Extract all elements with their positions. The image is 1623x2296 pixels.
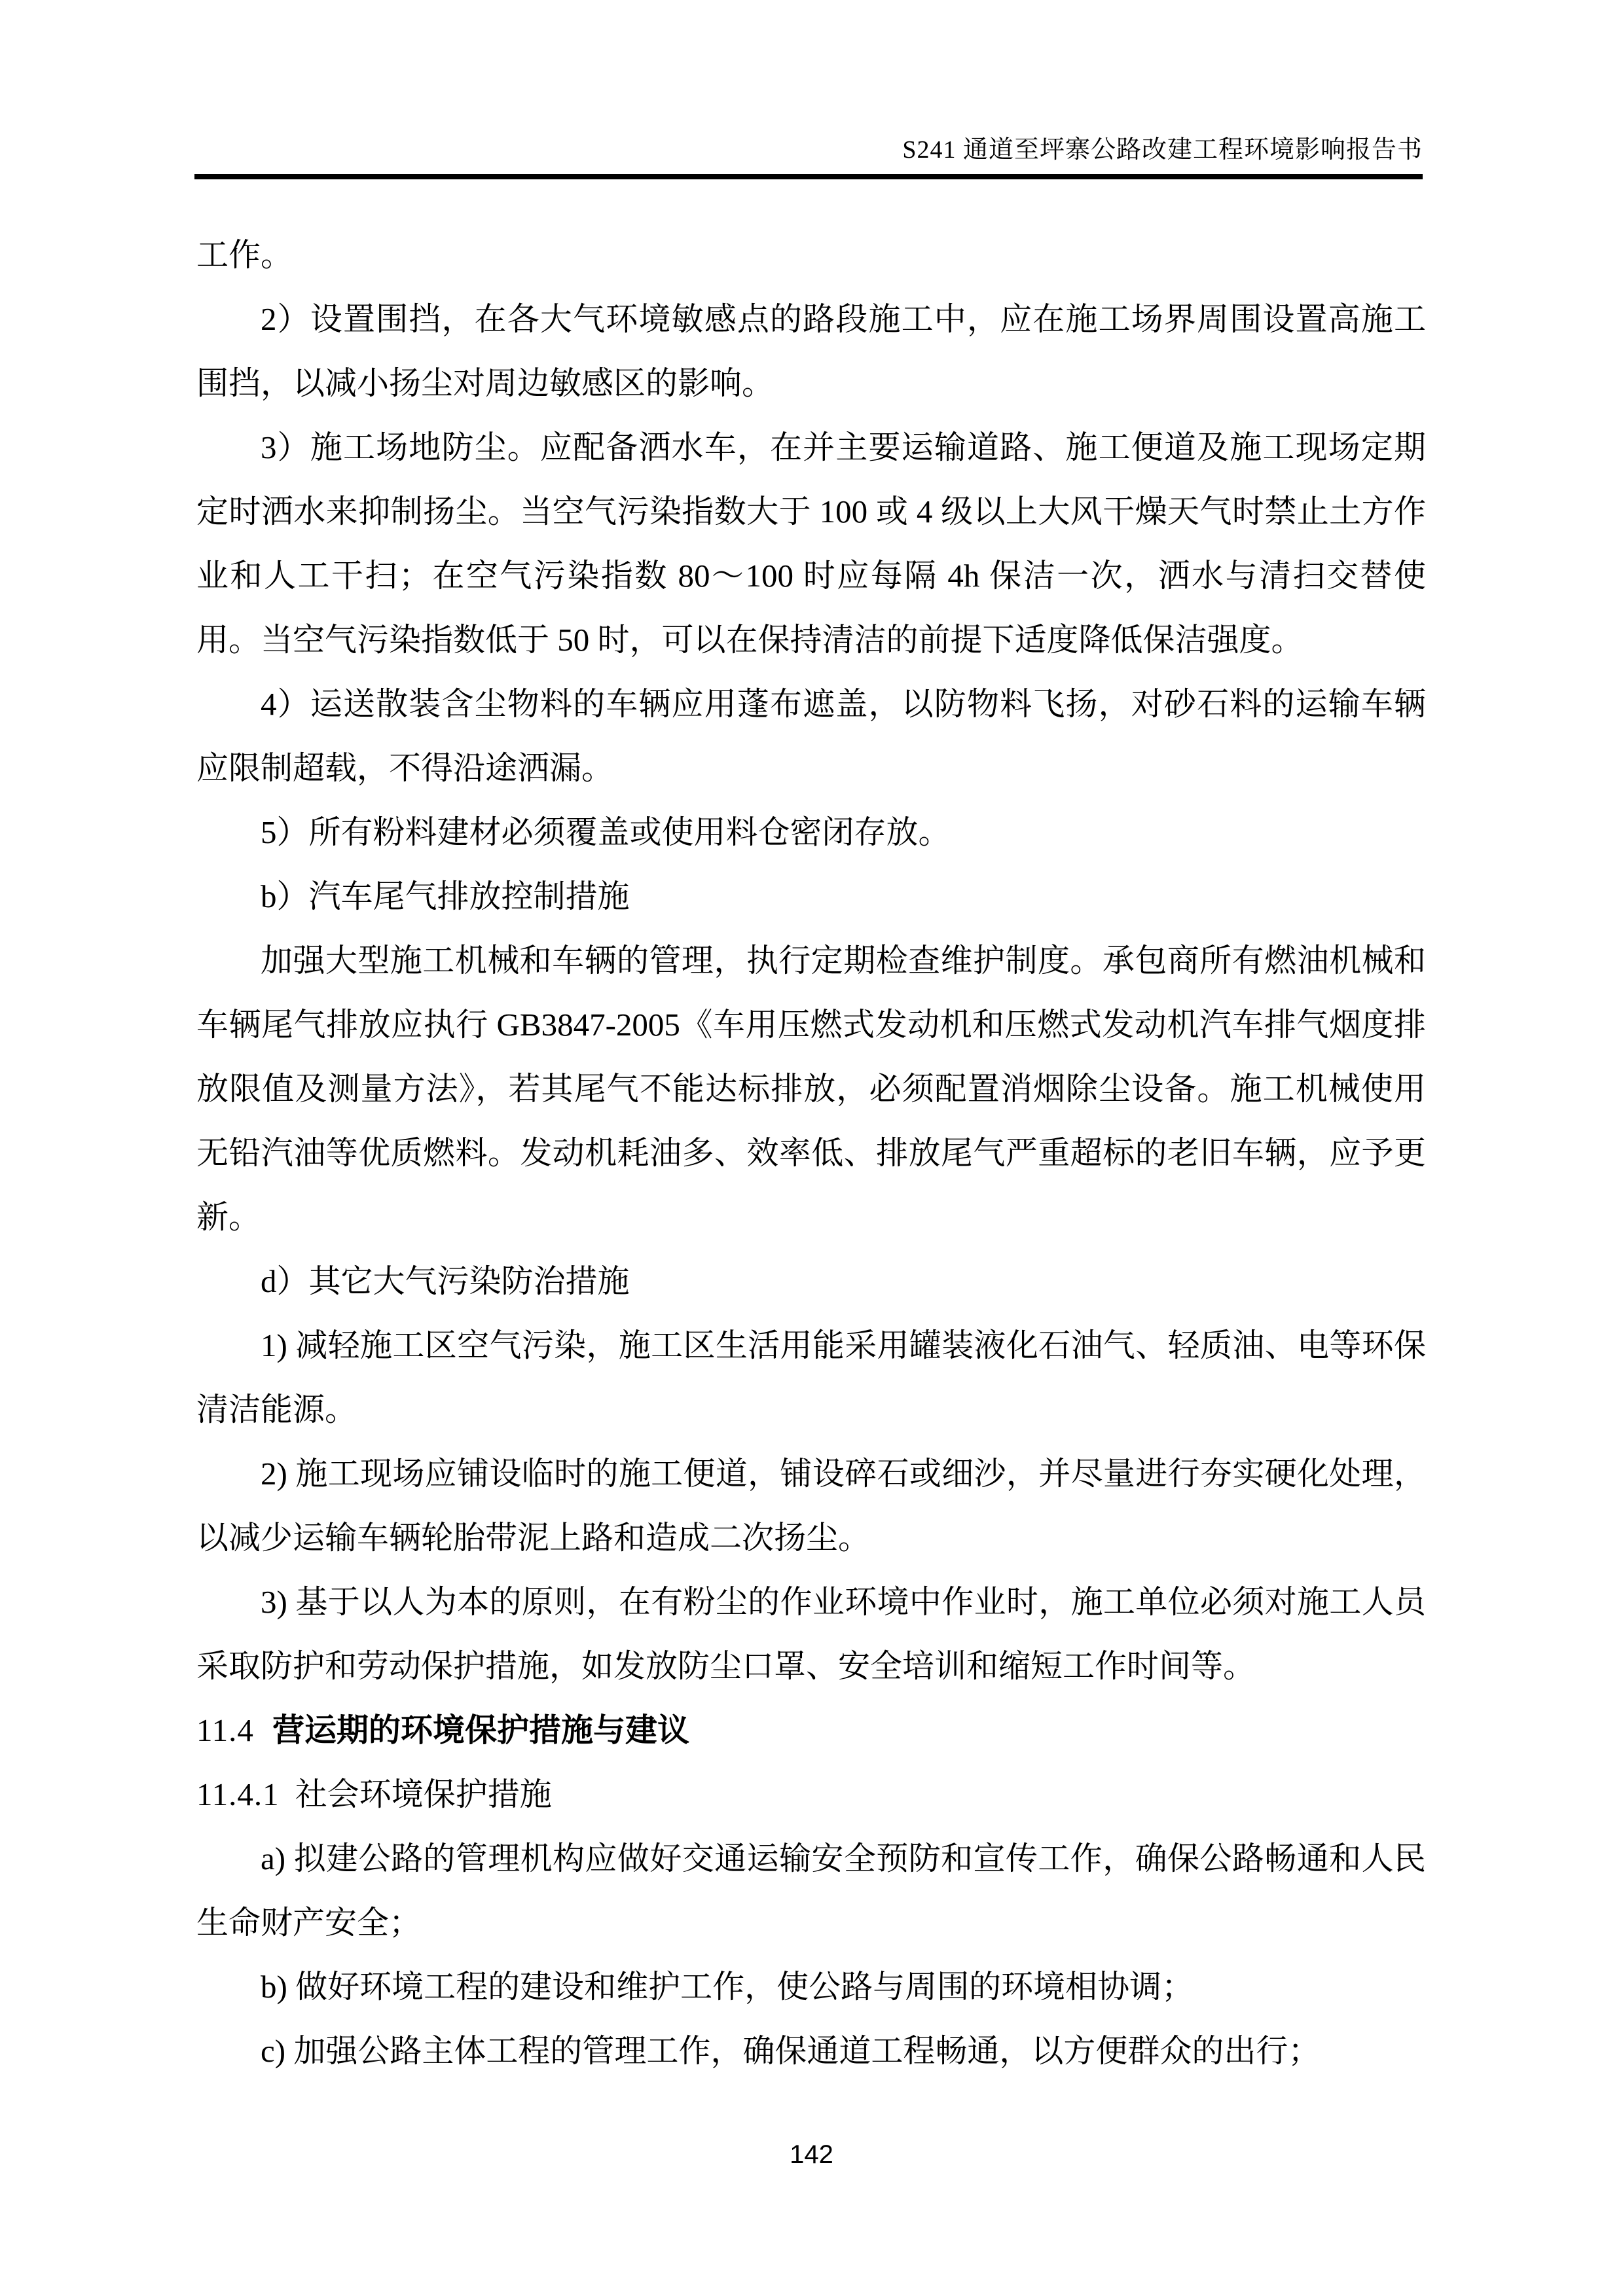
document-body [196, 223, 1426, 2083]
section-title-11-4-1: 社会环境保护措施 [295, 1776, 552, 1812]
paragraph-item-3-site-dust: 3）施工场地防尘。应配备洒水车，在并主要运输道路、施工便道及施工现场定期定时洒水来抑制扬尘。当空气污染指数大于 100 或 4 级以上大风干燥天气时禁止土方作业和人工干扫；在空气污染指数 80～100 时应每隔 4h 保洁一次，洒水与清扫交替使用。当空气污染指数低于 50 时，可以在保持清洁的前提下适度降低保洁强度。 [196, 429, 1426, 658]
section-number-11-4-1: 11.4.1 [196, 1776, 280, 1812]
paragraph-item-2-fencing: 2）设置围挡，在各大气环境敏感点的路段施工中，应在施工场界周围设置高施工围挡，以减小扬尘对周边敏感区的影响。 [196, 301, 1426, 401]
paragraph-item-b-exhaust-control: b）汽车尾气排放控制措施 [261, 878, 630, 914]
section-title-11-4: 营运期的环境保护措施与建议 [272, 1713, 689, 1748]
page-footer [0, 2139, 1623, 2170]
paragraph-item-c-main-works: c) 加强公路主体工程的管理工作，确保通道工程畅通，以方便群众的出行； [261, 2033, 1321, 2069]
paragraph-item-5-powder-storage: 5）所有粉料建材必须覆盖或使用料仓密闭存放。 [261, 814, 951, 850]
paragraph-continuation: 工作。 [196, 237, 293, 273]
paragraph-item-a-traffic-safety: a) 拟建公路的管理机构应做好交通运输安全预防和宣传工作，确保公路畅通和人民生命财产安全； [196, 1840, 1426, 1941]
header-rule [194, 174, 1423, 179]
paragraph-machinery-management: 加强大型施工机械和车辆的管理，执行定期检查维护制度。承包商所有燃油机械和车辆尾气排放应执行 GB3847-2005《车用压燃式发动机和压燃式发动机汽车排气烟度排放限值及测量方法》，若其尾气不能达标排放，必须配置消烟除尘设备。施工机械使用无铅汽油等优质燃料。发动机耗油多、效率低、排放尾气严重超标的老旧车辆，应予更新。 [196, 942, 1426, 1235]
running-header-title: S241 通道至坪寨公路改建工程环境影响报告书 [902, 136, 1423, 164]
paragraph-item-3-worker-protection: 3) 基于以人为本的原则，在有粉尘的作业环境中作业时，施工单位必须对施工人员采取防护和劳动保护措施，如发放防尘口罩、安全培训和缩短工作时间等。 [196, 1584, 1426, 1684]
section-heading-11-4 [196, 1698, 1426, 1763]
paragraph-item-d-other-measures: d）其它大气污染防治措施 [261, 1263, 630, 1299]
paragraph-item-4-transport-cover: 4）运送散装含尘物料的车辆应用蓬布遮盖，以防物料飞扬，对砂石料的运输车辆应限制超载，不得沿途洒漏。 [196, 686, 1426, 786]
paragraph-item-1-clean-energy: 1) 减轻施工区空气污染，施工区生活用能采用罐装液化石油气、轻质油、电等环保清洁能源。 [196, 1327, 1426, 1427]
paragraph-item-b-env-engineering: b) 做好环境工程的建设和维护工作，使公路与周围的环境相协调； [261, 1969, 1194, 2005]
page-number: 142 [790, 2140, 833, 2169]
paragraph-item-2-temporary-roads: 2) 施工现场应铺设临时的施工便道，铺设碎石或细沙，并尽量进行夯实硬化处理，以减少运输车辆轮胎带泥上路和造成二次扬尘。 [196, 1456, 1426, 1556]
section-number-11-4: 11.4 [196, 1712, 254, 1748]
section-heading-11-4-1 [196, 1763, 1426, 1827]
